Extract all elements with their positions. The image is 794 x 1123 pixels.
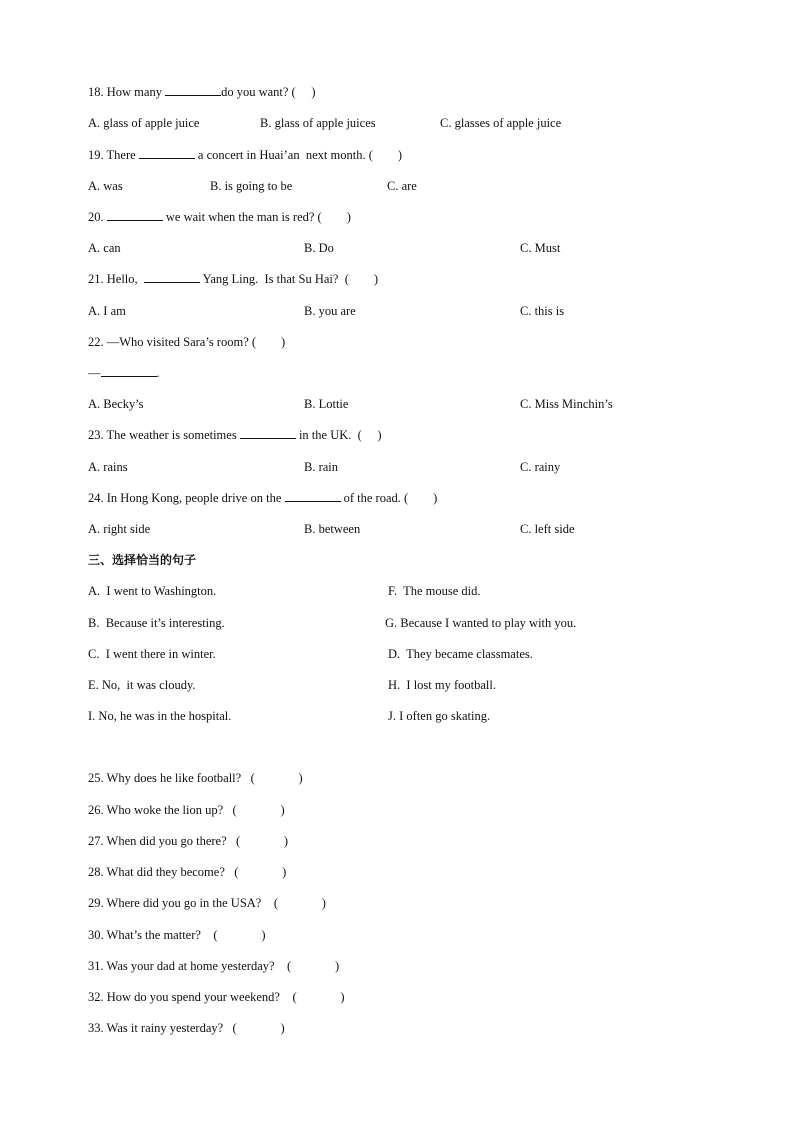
option-c: C. glasses of apple juice: [440, 116, 562, 130]
section-title: 三、选择恰当的句子: [88, 553, 197, 567]
question-30: 30. What’s the matter? ( ): [88, 928, 266, 942]
period: .: [156, 366, 160, 380]
question-20: [88, 209, 351, 225]
question-23: [88, 427, 382, 443]
choice-h: H. I lost my football.: [388, 678, 496, 692]
question-32: 32. How do you spend your weekend? ( ): [88, 990, 345, 1004]
option-a: A. was: [88, 179, 123, 193]
question-18: [88, 84, 316, 100]
choice-j: J. I often go skating.: [388, 709, 491, 723]
option-a: A. can: [88, 241, 121, 255]
answer-blank[interactable]: [107, 209, 163, 221]
question-29: 29. Where did you go in the USA? ( ): [88, 896, 326, 910]
option-c: C. rainy: [520, 460, 561, 474]
question-24: [88, 490, 437, 506]
question-26: 26. Who woke the lion up? ( ): [88, 803, 285, 817]
option-b: B. glass of apple juices: [260, 116, 376, 130]
question-text: 18. How many: [88, 85, 166, 99]
option-c: C. Must: [520, 241, 561, 255]
answer-blank[interactable]: [285, 490, 341, 502]
option-b: B. Lottie: [304, 397, 349, 411]
option-c: C. Miss Minchin’s: [520, 397, 613, 411]
option-a: A. Becky’s: [88, 397, 144, 411]
option-b: B. is going to be: [210, 179, 293, 193]
option-c: C. are: [387, 179, 417, 193]
dash: —: [88, 366, 101, 380]
option-a: A. rains: [88, 460, 128, 474]
choice-b: B. Because it’s interesting.: [88, 616, 225, 630]
question-33: 33. Was it rainy yesterday? ( ): [88, 1021, 285, 1035]
option-b: B. rain: [304, 460, 339, 474]
question-21: [88, 271, 378, 287]
question-text-tail: Yang Ling. Is that Su Hai? ( ): [199, 272, 379, 286]
question-text-tail: of the road. ( ): [340, 491, 438, 505]
choice-g: G. Because I wanted to play with you.: [385, 616, 577, 630]
answer-line: [88, 365, 160, 381]
question-27: 27. When did you go there? ( ): [88, 834, 289, 848]
question-text-tail: a concert in Huai’an next month. ( ): [194, 148, 403, 162]
question-text-tail: in the UK. ( ): [295, 428, 382, 442]
question-28: 28. What did they become? ( ): [88, 865, 287, 879]
question-text: 20.: [88, 210, 107, 224]
option-a: A. I am: [88, 304, 126, 318]
question-text: 19. There: [88, 148, 139, 162]
question-text-tail: do you want? ( ): [221, 85, 316, 99]
answer-blank[interactable]: [139, 147, 195, 159]
choice-i: I. No, he was in the hospital.: [88, 709, 232, 723]
question-19: [88, 147, 402, 163]
option-a: A. right side: [88, 522, 151, 536]
option-c: C. left side: [520, 522, 575, 536]
choice-d: D. They became classmates.: [388, 647, 533, 661]
question-text-tail: we wait when the man is red? ( ): [162, 210, 351, 224]
choice-f: F. The mouse did.: [388, 584, 481, 598]
question-text: 23. The weather is sometimes: [88, 428, 240, 442]
question-31: 31. Was your dad at home yesterday? ( ): [88, 959, 340, 973]
question-text: 21. Hello,: [88, 272, 144, 286]
choice-a: A. I went to Washington.: [88, 584, 217, 598]
answer-blank[interactable]: [144, 271, 200, 283]
question-25: 25. Why does he like football? ( ): [88, 771, 303, 785]
question-text: 24. In Hong Kong, people drive on the: [88, 491, 285, 505]
choice-e: E. No, it was cloudy.: [88, 678, 196, 692]
answer-blank[interactable]: [240, 427, 296, 439]
question-22: 22. —Who visited Sara’s room? ( ): [88, 335, 286, 349]
answer-blank[interactable]: [165, 84, 221, 96]
answer-blank[interactable]: [101, 365, 157, 377]
option-b: B. you are: [304, 304, 356, 318]
choice-c: C. I went there in winter.: [88, 647, 216, 661]
option-a: A. glass of apple juice: [88, 116, 200, 130]
option-b: B. between: [304, 522, 361, 536]
option-c: C. this is: [520, 304, 565, 318]
option-b: B. Do: [304, 241, 334, 255]
